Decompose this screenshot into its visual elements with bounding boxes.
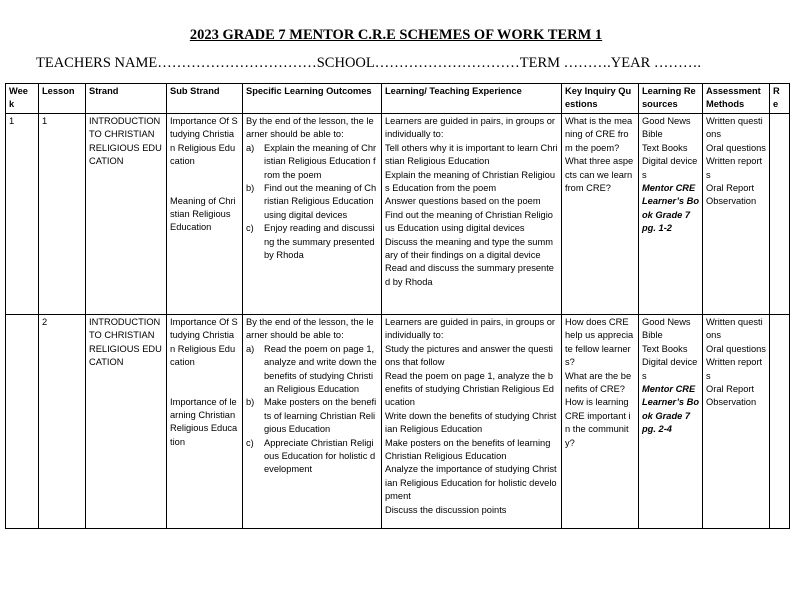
header-questions: Key Inquiry Questions — [562, 84, 639, 114]
lesson-cell: 1 — [39, 114, 86, 315]
sub-strand-cell — [167, 114, 243, 315]
experience-item: Read and discuss the summary presented by Rhoda — [385, 263, 554, 287]
week-cell — [6, 315, 39, 529]
table-header-row — [6, 84, 790, 114]
scheme-of-work-table — [5, 83, 790, 529]
outcome-item: c) Enjoy reading and discussing the summary presented by Rhoda — [246, 223, 375, 261]
experience-item: Learners are guided in pairs, in groups or individually to: — [385, 116, 556, 140]
header-week: Wee k — [6, 84, 39, 114]
strand-cell: INTRODUCTION TO CHRISTIAN RELIGIOUS EDUCATION — [86, 315, 167, 529]
experience-item: Answer questions based on the poem — [385, 196, 541, 207]
header-resources: Learning Resources — [639, 84, 703, 114]
resources-cell — [639, 315, 703, 529]
lesson-cell: 2 — [39, 315, 86, 529]
experience-item: Find out the meaning of Christian Religious Education using digital devices — [385, 209, 553, 234]
assessment-item: Oral Report — [706, 384, 755, 395]
outcomes-cell — [243, 114, 382, 315]
sub-strand-primary: Importance Of Studying Christian Religious Education — [170, 317, 238, 368]
assessment-item: Observation — [706, 196, 757, 207]
experience-item: Explain the meaning of Christian Religious Education from the poem — [385, 169, 556, 194]
remarks-cell — [770, 315, 790, 529]
resource-pages: pg. 2-4 — [642, 424, 672, 435]
question-item: How does CRE help us appreciate fellow learners? — [565, 317, 634, 368]
header-lesson: Lesson — [39, 84, 86, 114]
assessment-item: Written questions — [706, 317, 763, 341]
header-sub-strand: Sub Strand — [167, 84, 243, 114]
experience-item: Discuss the meaning and type the summary of their findings on a digital device — [385, 236, 553, 261]
resource-item: Good News Bible — [642, 116, 691, 140]
document-title: 2023 GRADE 7 MENTOR C.R.E SCHEMES OF WORK TERM 1 — [189, 27, 603, 43]
strand-cell: INTRODUCTION TO CHRISTIAN RELIGIOUS EDUCATION — [86, 114, 167, 315]
sub-strand-secondary: Meaning of Christian Religious Education — [170, 195, 236, 233]
header-assessment: Assessment Methods — [703, 84, 770, 114]
outcomes-list — [246, 343, 378, 477]
questions-cell — [562, 114, 639, 315]
experience-item: Make posters on the benefits of learning Christian Religious Education — [385, 437, 551, 462]
header-strand: Strand — [86, 84, 167, 114]
resource-item: Text Books — [642, 142, 688, 153]
remarks-cell — [770, 114, 790, 315]
experience-item: Analyze the importance of studying Christian Religious Education for holistic development — [385, 464, 557, 502]
outcome-item: b) Find out the meaning of Christian Religious Education using digital devices — [246, 183, 377, 220]
experience-cell — [382, 114, 562, 315]
experience-item: Write down the benefits of studying Christian Religious Education — [385, 410, 557, 435]
assessment-item: Oral questions — [706, 343, 766, 354]
assessment-item: Oral questions — [706, 142, 766, 153]
assessment-item: Written reports — [706, 357, 763, 381]
experience-cell — [382, 315, 562, 529]
outcomes-intro: By the end of the lesson, the learner should be able to: — [246, 116, 374, 140]
sub-strand-cell — [167, 315, 243, 529]
header-experience: Learning/ Teaching Experience — [382, 84, 562, 114]
table-row — [6, 315, 790, 529]
assessment-item: Written reports — [706, 156, 763, 180]
assessment-item: Observation — [706, 397, 757, 408]
outcome-item: a) Read the poem on page 1, analyze and write down the benefits of studying Christian Religious Education — [246, 343, 377, 395]
question-item: How is learning CRE important in the community? — [565, 397, 631, 448]
teacher-info-line: TEACHERS NAME……………………………SCHOOL…………………………TERM ……….YEAR ………. — [36, 55, 701, 71]
resource-book: Mentor CRE Learner’s Book Grade 7 — [642, 384, 700, 421]
resources-cell — [639, 114, 703, 315]
resource-item: Digital devices — [642, 357, 698, 381]
resource-item: Digital devices — [642, 156, 698, 180]
resource-book: Mentor CRE Learner’s Book Grade 7 — [642, 183, 700, 220]
outcomes-cell — [243, 315, 382, 529]
experience-item: Study the pictures and answer the questions that follow — [385, 343, 553, 368]
experience-item: Tell others why it is important to learn Christian Religious Education — [385, 142, 558, 167]
outcomes-list — [246, 142, 378, 263]
experience-item: Read the poem on page 1, analyze the benefits of studying Christian Religious Education — [385, 370, 554, 408]
questions-cell — [562, 315, 639, 529]
week-cell: 1 — [6, 114, 39, 315]
sub-strand-primary: Importance Of Studying Christian Religious Education — [170, 116, 238, 167]
question-item: What three aspects can we learn from CRE? — [565, 156, 634, 194]
resource-item: Text Books — [642, 343, 688, 354]
assessment-item: Written questions — [706, 116, 763, 140]
outcome-item: a) Explain the meaning of Christian Religious Education from the poem — [246, 142, 377, 180]
experience-item: Discuss the discussion points — [385, 504, 507, 515]
outcomes-intro: By the end of the lesson, the learner should be able to: — [246, 317, 374, 341]
resource-pages: pg. 1-2 — [642, 223, 672, 234]
question-item: What is the meaning of CRE from the poem? — [565, 116, 633, 153]
header-outcomes: Specific Learning Outcomes — [243, 84, 382, 114]
sub-strand-secondary: Importance of learning Christian Religious Education — [170, 396, 238, 447]
header-remarks: R e — [770, 84, 790, 114]
table-row — [6, 114, 790, 315]
question-item: What are the benefits of CRE? — [565, 370, 632, 395]
assessment-item: Oral Report — [706, 183, 755, 194]
outcome-item: c) Appreciate Christian Religious Education for holistic development — [246, 437, 376, 475]
experience-item: Learners are guided in pairs, in groups or individually to: — [385, 317, 556, 341]
assessment-cell — [703, 114, 770, 315]
assessment-cell — [703, 315, 770, 529]
resource-item: Good News Bible — [642, 317, 691, 341]
outcome-item: b) Make posters on the benefits of learning Christian Religious Education — [246, 397, 377, 435]
